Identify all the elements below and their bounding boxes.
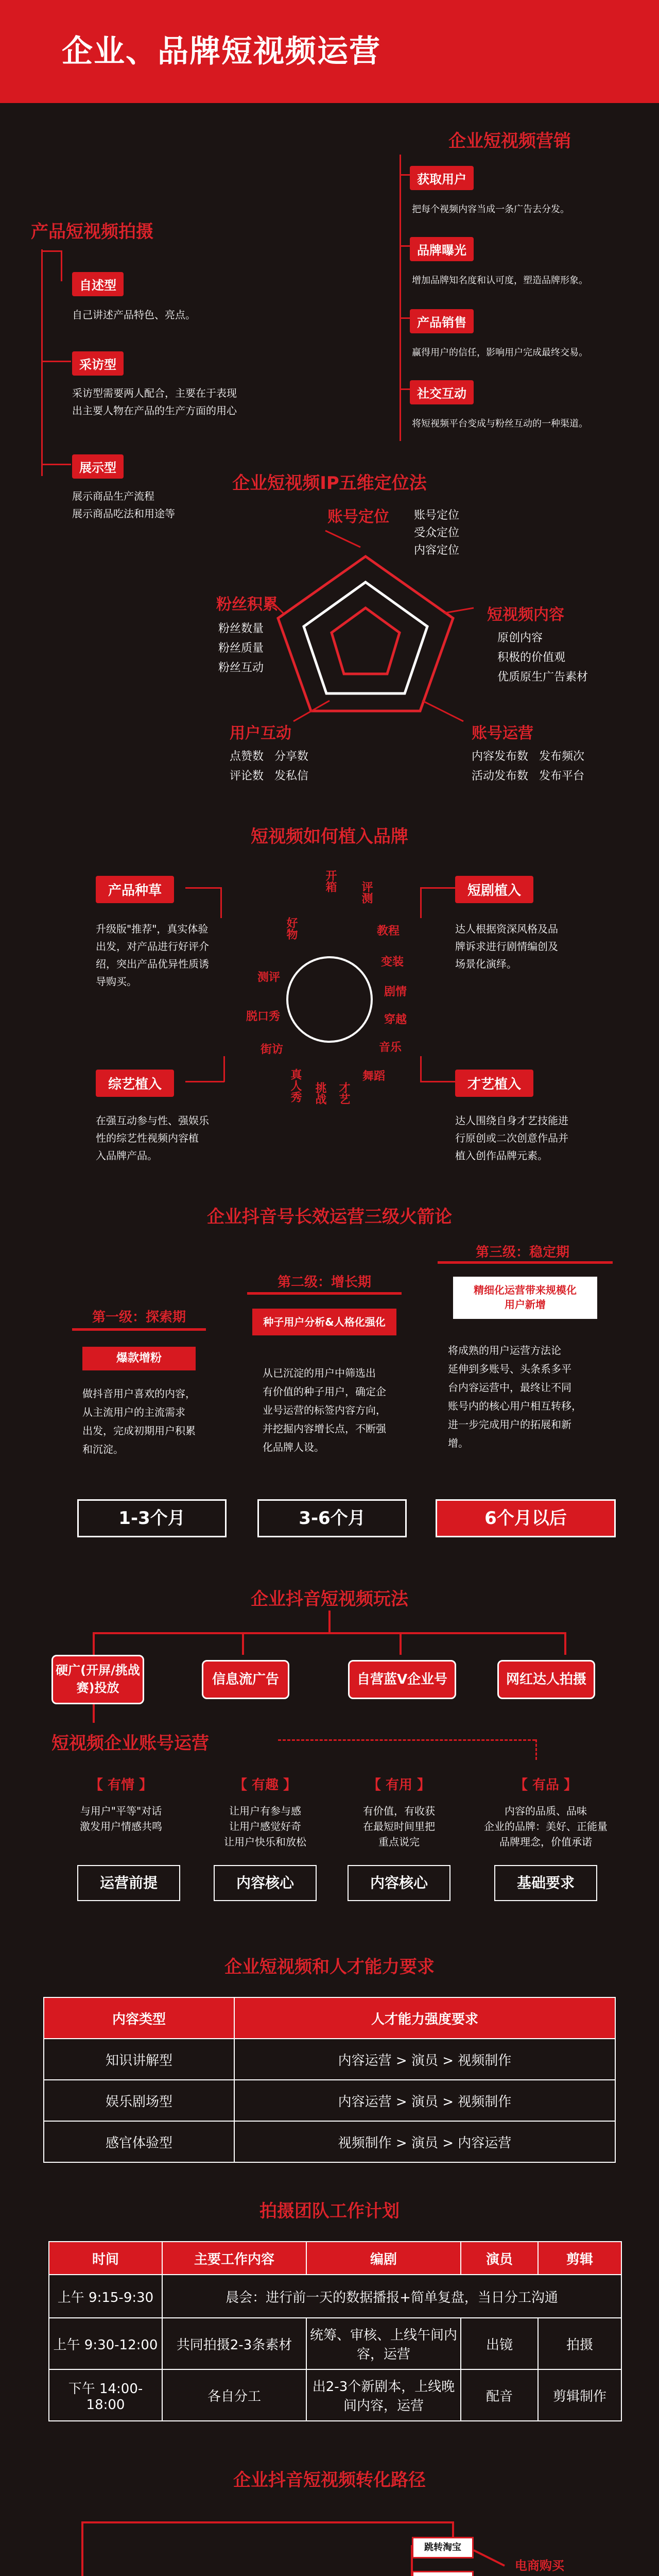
play-item-4: 网红达人拍摄 bbox=[497, 1660, 595, 1699]
plan-cell: 配音 bbox=[461, 2369, 538, 2421]
implant-desc-4a: 达人围绕自身才艺技能进 bbox=[455, 1114, 568, 1127]
play-item-3: 自营蓝V企业号 bbox=[348, 1660, 456, 1699]
implant-desc-1d: 导购买。 bbox=[96, 975, 137, 988]
account-desc-1b: 激发用户情感共鸣 bbox=[80, 1820, 162, 1833]
stage-3-desc-b: 延伸到多账号、头条系多平 bbox=[448, 1363, 571, 1375]
table-row bbox=[44, 2080, 615, 2121]
plan-cell: 上午 9:30-12:00 bbox=[49, 2318, 162, 2369]
implant-desc-3b: 性的综艺性视频内容植 bbox=[96, 1132, 199, 1144]
implant-title: 短视频如何植入品牌 bbox=[251, 826, 408, 847]
shooting-desc-2a: 采访型需要两人配合，主要在于表现 bbox=[72, 387, 237, 399]
stage-2-desc-c: 业号运营的标签内容方向， bbox=[263, 1404, 386, 1416]
ip-dim-4-a: 点赞数 分享数 bbox=[230, 750, 308, 763]
talent-cell: 娱乐剧场型 bbox=[44, 2080, 234, 2121]
ring-word-5: 剧情 bbox=[384, 986, 407, 998]
marketing-label-4: 社交互动 bbox=[410, 380, 474, 404]
plan-cell: 共同拍摄2-3条素材 bbox=[162, 2318, 306, 2369]
plan-header: 演员 bbox=[461, 2242, 538, 2275]
ip-dim-5-b: 粉丝质量 bbox=[218, 642, 264, 655]
path-product-note-1: 电商购买 bbox=[515, 2558, 564, 2573]
marketing-desc-2: 增加品牌知名度和认可度，塑造品牌形象。 bbox=[412, 275, 588, 286]
stage-2-header: 第二级：增长期 bbox=[277, 1275, 371, 1290]
stage-1-desc-d: 和沉淀。 bbox=[82, 1443, 124, 1455]
ip-dim-2-b: 积极的价值观 bbox=[497, 651, 566, 664]
talent-cell: 内容运营 > 演员 > 视频制作 bbox=[234, 2039, 615, 2080]
marketing-label-2: 品牌曝光 bbox=[410, 237, 474, 261]
plan-title: 拍摄团队工作计划 bbox=[259, 2201, 400, 2222]
account-tag-4: 【 有品 】 bbox=[514, 1777, 578, 1793]
play-item-1: 硬广(开屏/挑战赛)投放 bbox=[51, 1655, 144, 1704]
implant-label-3: 综艺植入 bbox=[96, 1070, 174, 1097]
stage-2-tag: 种子用户分析&人格化强化 bbox=[252, 1309, 396, 1335]
implant-desc-2c: 场景化演绎。 bbox=[455, 958, 517, 970]
account-desc-3b: 在最短时间里把 bbox=[363, 1820, 435, 1833]
ring-word-11: 真人秀 bbox=[289, 1069, 302, 1103]
play-item-2: 信息流广告 bbox=[202, 1660, 289, 1699]
path-product-channel-2 bbox=[412, 2571, 474, 2576]
play-title: 企业抖音短视频玩法 bbox=[251, 1589, 408, 1609]
stage-2-desc-e: 化品牌人设。 bbox=[263, 1441, 324, 1453]
stage-2-desc-b: 有价值的种子用户，确定企 bbox=[263, 1385, 386, 1398]
plan-header: 时间 bbox=[49, 2242, 162, 2275]
ip-dim-label-3: 账号运营 bbox=[472, 724, 533, 742]
ring-word-9: 才艺 bbox=[337, 1082, 350, 1105]
stage-3-desc-f: 增。 bbox=[448, 1437, 469, 1449]
stage-1-tag: 爆款增粉 bbox=[82, 1347, 196, 1370]
account-desc-4a: 内容的品质、品味 bbox=[505, 1805, 587, 1817]
table-row bbox=[49, 2369, 621, 2421]
ip-dim-4-b: 评论数 发私信 bbox=[230, 770, 308, 783]
account-desc-4b: 企业的品牌：美好、正能量 bbox=[484, 1820, 608, 1833]
ring-word-2: 评测 bbox=[360, 881, 373, 904]
implant-desc-2a: 达人根据资深风格及品 bbox=[455, 923, 558, 935]
stage-3-period: 6个月以后 bbox=[436, 1499, 616, 1537]
ring-word-8: 舞蹈 bbox=[362, 1070, 386, 1083]
talent-cell: 内容运营 > 演员 > 视频制作 bbox=[234, 2080, 615, 2121]
shooting-title: 产品短视频拍摄 bbox=[31, 222, 153, 242]
implant-desc-1b: 出发，对产品进行好评介 bbox=[96, 940, 209, 953]
path-title: 企业抖音短视频转化路径 bbox=[233, 2470, 426, 2490]
marketing-label-3: 产品销售 bbox=[410, 309, 474, 333]
plan-cell: 剪辑制作 bbox=[538, 2369, 621, 2421]
talent-cell: 感官体验型 bbox=[44, 2121, 234, 2162]
ring-word-7: 音乐 bbox=[379, 1041, 402, 1054]
ring-word-14: 测评 bbox=[257, 971, 281, 984]
ip-dim-label-2: 短视频内容 bbox=[487, 606, 564, 624]
talent-header-req: 人才能力强度要求 bbox=[234, 1997, 615, 2039]
account-desc-2a: 让用户有参与感 bbox=[229, 1805, 301, 1817]
plan-cell: 拍摄 bbox=[538, 2318, 621, 2369]
table-row bbox=[44, 2121, 615, 2162]
plan-cell: 统筹、审核、上线午间内容，运营 bbox=[306, 2318, 461, 2369]
account-desc-2b: 让用户感觉好奇 bbox=[229, 1820, 301, 1833]
ring-word-4: 变装 bbox=[381, 956, 404, 969]
plan-header: 编剧 bbox=[306, 2242, 461, 2275]
stage-1-desc-a: 做抖音用户喜欢的内容， bbox=[82, 1387, 196, 1400]
implant-desc-4b: 行原创或二次创意作品并 bbox=[455, 1132, 568, 1144]
ip-dim-label-5: 粉丝积累 bbox=[216, 596, 278, 614]
marketing-title: 企业短视频营销 bbox=[448, 131, 571, 151]
account-desc-4c: 品牌理念，价值承诺 bbox=[499, 1836, 592, 1848]
ring-word-1: 开箱 bbox=[324, 870, 337, 892]
talent-table bbox=[43, 1997, 616, 2163]
ip-dim-5-a: 粉丝数量 bbox=[218, 622, 264, 635]
page-title: 企业、品牌短视频运营 bbox=[62, 33, 381, 70]
implant-desc-4c: 植入创作品牌元素。 bbox=[455, 1149, 548, 1162]
plan-cell: 上午 9:15-9:30 bbox=[49, 2275, 162, 2318]
stage-2-desc-a: 从已沉淀的用户中筛选出 bbox=[263, 1367, 376, 1379]
plan-header: 主要工作内容 bbox=[162, 2242, 306, 2275]
stage-3-desc-e: 进一步完成用户的拓展和新 bbox=[448, 1418, 571, 1431]
stage-1-period: 1-3个月 bbox=[77, 1499, 227, 1537]
shooting-desc-1: 自己讲述产品特色、亮点。 bbox=[72, 309, 196, 321]
implant-label-4: 才艺植入 bbox=[455, 1070, 533, 1097]
stage-2-period: 3-6个月 bbox=[257, 1499, 407, 1537]
account-box-2: 内容核心 bbox=[214, 1865, 317, 1901]
ip-dim-3-a: 内容发布数 发布频次 bbox=[472, 750, 584, 763]
ip-dim-2-c: 优质原生广告素材 bbox=[497, 671, 588, 684]
ring-word-13: 脱口秀 bbox=[246, 1010, 281, 1023]
rocket-title: 企业抖音号长效运营三级火箭论 bbox=[207, 1207, 452, 1227]
account-desc-2c: 让用户快乐和放松 bbox=[224, 1836, 306, 1848]
table-row bbox=[49, 2275, 621, 2318]
stage-3-desc-a: 将成熟的用户运营方法论 bbox=[448, 1344, 561, 1357]
implant-desc-2b: 牌诉求进行剧情编创及 bbox=[455, 940, 558, 953]
plan-header: 剪辑 bbox=[538, 2242, 621, 2275]
stage-3-desc-d: 账号内的核心用户相互转移， bbox=[448, 1400, 582, 1412]
ring-word-6: 穿越 bbox=[384, 1013, 407, 1026]
implant-desc-3a: 在强互动参与性、强娱乐 bbox=[96, 1114, 209, 1127]
ip-connectors bbox=[206, 510, 494, 737]
stage-3-tag: 精细化运营带来规模化用户新增 bbox=[453, 1277, 597, 1319]
account-tag-2: 【 有趣 】 bbox=[233, 1777, 297, 1793]
stage-1-desc-c: 出发，完成初期用户积累 bbox=[82, 1425, 196, 1437]
table-row bbox=[44, 2039, 615, 2080]
implant-desc-1a: 升级版"推荐"，真实体验 bbox=[96, 923, 209, 935]
account-title: 短视频企业账号运营 bbox=[51, 1733, 209, 1754]
plan-cell: 出镜 bbox=[461, 2318, 538, 2369]
talent-header-type: 内容类型 bbox=[44, 1997, 234, 2039]
implant-label-2: 短剧植入 bbox=[455, 876, 533, 903]
account-tag-3: 【 有用 】 bbox=[367, 1777, 431, 1793]
ip-dim-5-c: 粉丝互动 bbox=[218, 662, 264, 674]
stage-3-header: 第三级：稳定期 bbox=[475, 1245, 569, 1260]
stage-1-desc-b: 从主流用户的主流需求 bbox=[82, 1406, 185, 1418]
talent-cell: 视频制作 > 演员 > 内容运营 bbox=[234, 2121, 615, 2162]
ring-word-12: 街访 bbox=[261, 1043, 284, 1056]
implant-desc-3c: 入品牌产品。 bbox=[96, 1149, 158, 1162]
marketing-label-1: 获取用户 bbox=[410, 166, 474, 190]
ip-dim-2-a: 原创内容 bbox=[497, 632, 543, 645]
plan-cell: 晨会：进行前一天的数据播报+简单复盘，当日分工沟通 bbox=[162, 2275, 621, 2318]
ip-dim-1-b: 受众定位 bbox=[414, 527, 460, 539]
account-box-1: 运营前提 bbox=[77, 1865, 180, 1901]
ring-word-15: 好物 bbox=[285, 917, 298, 940]
account-desc-3a: 有价值，有收获 bbox=[363, 1805, 435, 1817]
ip-dim-1-c: 内容定位 bbox=[414, 544, 460, 557]
ip-dim-label-4: 用户互动 bbox=[230, 724, 291, 742]
account-box-3: 内容核心 bbox=[348, 1865, 450, 1901]
shooting-label-3: 展示型 bbox=[72, 454, 124, 479]
marketing-desc-3: 赢得用户的信任，影响用户完成最终交易。 bbox=[412, 347, 588, 358]
account-desc-3c: 重点说完 bbox=[378, 1836, 420, 1848]
implant-desc-1c: 绍，突出产品优异性质诱 bbox=[96, 958, 209, 970]
talent-title: 企业短视频和人才能力要求 bbox=[224, 1957, 435, 1977]
plan-table bbox=[48, 2241, 622, 2421]
ip-dim-1-a: 账号定位 bbox=[414, 509, 460, 522]
stage-1-header: 第一级：探索期 bbox=[92, 1310, 186, 1325]
account-tag-1: 【 有情 】 bbox=[89, 1777, 153, 1793]
plan-cell: 各自分工 bbox=[162, 2369, 306, 2421]
stage-2-desc-d: 并挖掘内容增长点，不断强 bbox=[263, 1422, 386, 1435]
marketing-desc-1: 把每个视频内容当成一条广告去分发。 bbox=[412, 204, 569, 215]
plan-cell: 出2-3个新剧本，上线晚间内容，运营 bbox=[306, 2369, 461, 2421]
shooting-desc-3b: 展示商品吃法和用途等 bbox=[72, 507, 175, 520]
ip-title: 企业短视频IP五维定位法 bbox=[232, 473, 427, 494]
account-desc-1a: 与用户"平等"对话 bbox=[80, 1805, 162, 1817]
ip-dim-label-1: 账号定位 bbox=[327, 508, 389, 526]
table-row bbox=[49, 2318, 621, 2369]
plan-cell: 下午 14:00-18:00 bbox=[49, 2369, 162, 2421]
shooting-label-2: 采访型 bbox=[72, 351, 124, 376]
ip-dim-3-b: 活动发布数 发布平台 bbox=[472, 770, 584, 783]
ring-word-10: 挑战 bbox=[314, 1082, 326, 1105]
shooting-label-1: 自述型 bbox=[72, 272, 124, 296]
talent-cell: 知识讲解型 bbox=[44, 2039, 234, 2080]
implant-label-1: 产品种草 bbox=[96, 876, 174, 903]
shooting-desc-2b: 出主要人物在产品的生产方面的用心 bbox=[72, 404, 237, 417]
account-box-4: 基础要求 bbox=[494, 1865, 597, 1901]
stage-3-desc-c: 台内容运营中，最终让不同 bbox=[448, 1381, 571, 1394]
path-product-channel-1: 跳转淘宝 bbox=[412, 2537, 474, 2558]
shooting-desc-3a: 展示商品生产流程 bbox=[72, 490, 154, 502]
marketing-desc-4: 将短视频平台变成与粉丝互动的一种渠道。 bbox=[412, 418, 588, 429]
ring-word-3: 教程 bbox=[377, 925, 400, 938]
implant-ring-words bbox=[242, 866, 417, 1133]
